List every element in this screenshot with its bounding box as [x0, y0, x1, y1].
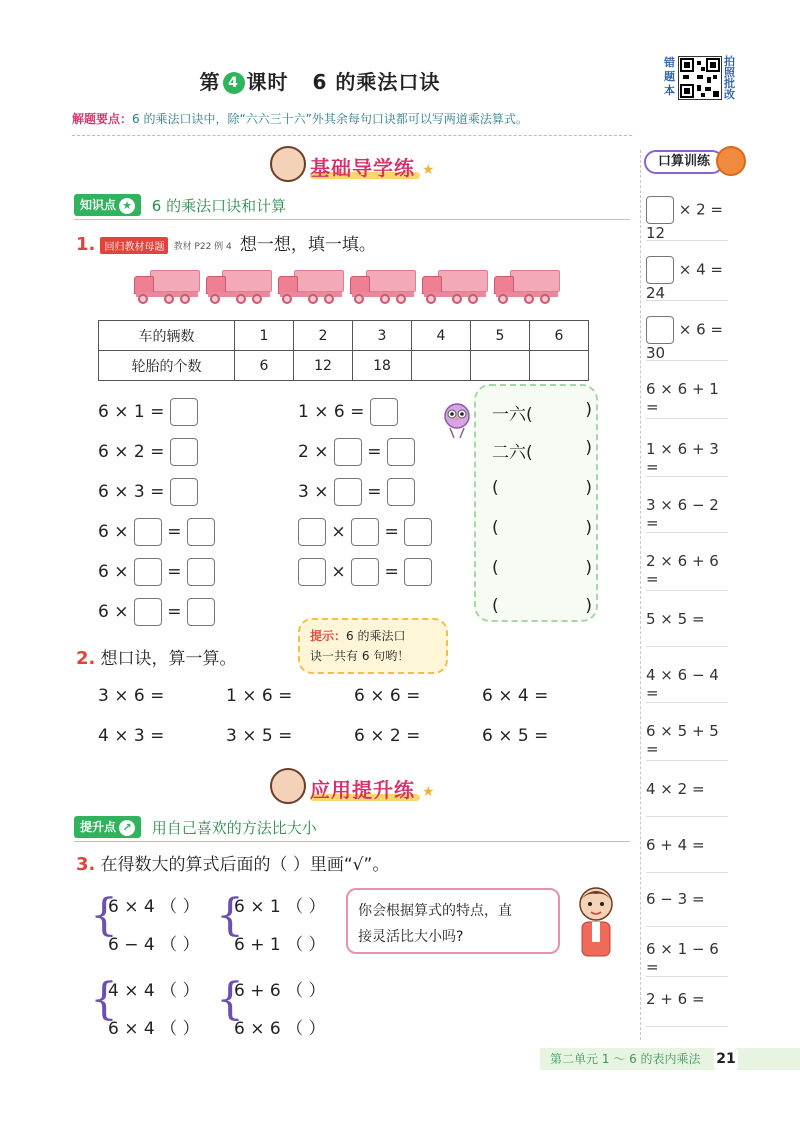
- calc-item[interactable]: 6 × 6 =: [354, 686, 421, 706]
- textbook-ref-tag: 回归教材母题: [100, 237, 168, 254]
- brace-icon: {: [90, 974, 118, 1025]
- sidebar-header: [644, 148, 734, 180]
- verse-line[interactable]: ( ): [492, 518, 592, 538]
- brace-icon: {: [216, 974, 244, 1025]
- table-cell: 6: [235, 351, 294, 381]
- sidebar-item[interactable]: × 4 = 24: [646, 256, 728, 302]
- question-text: 想口诀，算一算。: [100, 649, 237, 669]
- answer-box[interactable]: [387, 438, 415, 466]
- compare-item[interactable]: 4 × 4 （ ）: [108, 981, 200, 1001]
- title-prefix: 第: [199, 70, 221, 94]
- sidebar-item[interactable]: 6 × 5 + 5 =: [646, 722, 719, 758]
- equation-row: 1 × 6 =: [298, 398, 398, 426]
- calc-item[interactable]: 6 × 2 =: [354, 726, 421, 746]
- answer-box[interactable]: [370, 398, 398, 426]
- equation-row: × =: [298, 518, 432, 546]
- equation-row: × =: [298, 558, 432, 586]
- verse-line[interactable]: ( ): [492, 596, 592, 616]
- calc-item[interactable]: 3 × 6 =: [98, 686, 165, 706]
- table-cell: 1: [235, 321, 294, 351]
- title-main: 6 的乘法口诀: [312, 70, 441, 94]
- table-cell[interactable]: [412, 351, 471, 381]
- table-cell: 6: [530, 321, 589, 351]
- compare-item[interactable]: 6 × 1 （ ）: [234, 897, 326, 917]
- table-header-cell: 车的辆数: [99, 321, 235, 351]
- question-number: 3.: [76, 854, 96, 875]
- speech-bubble: 你会根据算式的特点，直 接灵活比大小吗?: [346, 888, 560, 954]
- equation-row: 6 × =: [98, 598, 215, 626]
- answer-box[interactable]: [351, 518, 379, 546]
- tip-label: 解题要点：: [72, 112, 133, 126]
- calc-item[interactable]: 4 × 3 =: [98, 726, 165, 746]
- question-number: 1.: [76, 234, 96, 255]
- equation-row: 6 × 2 =: [98, 438, 198, 466]
- question-text: 想一想，填一填。: [239, 235, 376, 255]
- flower-icon: [716, 146, 746, 176]
- compare-item[interactable]: 6 − 4 （ ）: [108, 935, 200, 955]
- brace-icon: {: [216, 890, 244, 941]
- table-cell[interactable]: [471, 351, 530, 381]
- answer-box[interactable]: [646, 256, 674, 284]
- table-header-cell: 轮胎的个数: [99, 351, 235, 381]
- equation-row: 6 × 1 =: [98, 398, 198, 426]
- table-row: [99, 321, 589, 351]
- answer-box[interactable]: [646, 196, 674, 224]
- truck-icon: [494, 268, 560, 304]
- table-cell: 4: [412, 321, 471, 351]
- sidebar-item[interactable]: 1 × 6 + 3 =: [646, 440, 719, 476]
- calc-item[interactable]: 6 × 5 =: [482, 726, 549, 746]
- calc-item[interactable]: 1 × 6 =: [226, 686, 293, 706]
- sidebar-item[interactable]: 6 × 1 − 6 =: [646, 940, 719, 976]
- question-1-header: [76, 230, 376, 255]
- truck-icon: [206, 268, 272, 304]
- multiplication-verse-panel: [474, 384, 598, 622]
- truck-icon: [350, 268, 416, 304]
- sidebar-item[interactable]: 2 × 6 + 6 =: [646, 552, 719, 588]
- wheel-count-table: [98, 320, 589, 381]
- star-icon: ★: [422, 162, 435, 178]
- answer-box[interactable]: [170, 398, 198, 426]
- compare-item[interactable]: 6 × 4 （ ）: [108, 1019, 200, 1039]
- answer-box[interactable]: [134, 558, 162, 586]
- qr-left-label: 错题本: [664, 56, 675, 97]
- sidebar-item[interactable]: 2 + 6 =: [646, 990, 705, 1008]
- qr-code-icon[interactable]: [678, 56, 722, 100]
- equation-row: 6 × =: [98, 558, 215, 586]
- table-cell: 12: [294, 351, 353, 381]
- hint-bubble: 提示：6 的乘法口 诀一共有 6 句哟！: [298, 618, 448, 674]
- knowledge-point-text: 6 的乘法口诀和计算: [151, 196, 287, 215]
- sidebar-title: 口算训练: [644, 150, 724, 174]
- knowledge-point: [74, 194, 630, 220]
- table-cell: 2: [294, 321, 353, 351]
- calc-item[interactable]: 6 × 4 =: [482, 686, 549, 706]
- answer-box[interactable]: [404, 558, 432, 586]
- improvement-point-text: 用自己喜欢的方法比大小: [151, 818, 317, 837]
- answer-box[interactable]: [170, 478, 198, 506]
- verse-line[interactable]: ( ): [492, 478, 592, 498]
- equation-row: 2 × =: [298, 438, 415, 466]
- star-icon: ★: [422, 784, 435, 800]
- sidebar-item[interactable]: 6 − 3 =: [646, 890, 705, 908]
- solving-tip: [72, 110, 632, 136]
- answer-box[interactable]: [404, 518, 432, 546]
- sidebar-item[interactable]: × 2 = 12: [646, 196, 728, 242]
- equation-row: 3 × =: [298, 478, 415, 506]
- section-basic-title: 基础导学练: [310, 156, 415, 180]
- footer-unit: 第二单元 1 ～ 6 的表内乘法: [550, 1052, 701, 1066]
- cartoon-kid-icon: [270, 146, 306, 182]
- truck-icon: [422, 268, 488, 304]
- answer-box[interactable]: [646, 316, 674, 344]
- table-row: [99, 351, 589, 381]
- improvement-point: [74, 816, 630, 842]
- sidebar-item[interactable]: × 6 = 30: [646, 316, 728, 362]
- answer-box[interactable]: [334, 478, 362, 506]
- equation-row: 6 × =: [98, 518, 215, 546]
- answer-box[interactable]: [187, 598, 215, 626]
- answer-box[interactable]: [134, 518, 162, 546]
- section-advanced-title: 应用提升练: [310, 778, 415, 802]
- answer-box[interactable]: [334, 438, 362, 466]
- answer-box[interactable]: [387, 478, 415, 506]
- knowledge-point-tag: 知识点 ★: [74, 194, 141, 216]
- calc-item[interactable]: 3 × 5 =: [226, 726, 293, 746]
- title-mid: 课时: [246, 70, 289, 94]
- arrow-up-icon: ↗: [119, 820, 135, 836]
- verse-line[interactable]: 二六( ): [492, 438, 592, 463]
- verse-line[interactable]: ( ): [492, 558, 592, 578]
- truck-icon: [278, 268, 344, 304]
- sidebar-item[interactable]: 6 × 6 + 1 =: [646, 380, 719, 416]
- sidebar-item[interactable]: 4 × 2 =: [646, 780, 705, 798]
- cartoon-kid-icon: [270, 768, 306, 804]
- page-title: [0, 66, 640, 95]
- compare-item[interactable]: 6 × 4 （ ）: [108, 897, 200, 917]
- section-advanced-header: [270, 768, 450, 804]
- answer-box[interactable]: [170, 438, 198, 466]
- answer-box[interactable]: [187, 558, 215, 586]
- star-icon: ★: [119, 198, 135, 214]
- answer-box[interactable]: [187, 518, 215, 546]
- verse-line[interactable]: 一六( ): [492, 400, 592, 425]
- table-cell: 3: [353, 321, 412, 351]
- compare-item[interactable]: 6 + 1 （ ）: [234, 935, 326, 955]
- sidebar-item[interactable]: 5 × 5 =: [646, 610, 705, 628]
- lesson-number-badge: 4: [223, 72, 245, 94]
- table-cell: 5: [471, 321, 530, 351]
- section-basic-header: [270, 146, 450, 182]
- question-3-header: [76, 850, 389, 875]
- table-cell[interactable]: [530, 351, 589, 381]
- textbook-ref-page: 教材 P22 例 4: [173, 242, 232, 252]
- question-number: 2.: [76, 648, 96, 669]
- table-cell[interactable]: 18: [353, 351, 412, 381]
- improvement-point-tag: 提升点 ↗: [74, 816, 141, 838]
- tip-text: 6 的乘法口诀中，除“六六三十六”外其余每句口诀都可以写两道乘法算式。: [132, 112, 528, 126]
- compare-item[interactable]: 6 × 6 （ ）: [234, 1019, 326, 1039]
- answer-box[interactable]: [351, 558, 379, 586]
- answer-box[interactable]: [298, 558, 326, 586]
- question-text: 在得数大的算式后面的（ ）里画“√”。: [100, 855, 390, 875]
- brace-icon: {: [90, 890, 118, 941]
- hint-label: 提示：: [310, 629, 347, 643]
- compare-item[interactable]: 6 + 6 （ ）: [234, 981, 326, 1001]
- sidebar-item[interactable]: 6 + 4 =: [646, 836, 705, 854]
- question-2-header: [76, 644, 236, 669]
- page-number: 21: [714, 1048, 738, 1070]
- answer-box[interactable]: [134, 598, 162, 626]
- qr-right-label: 拍照批改: [724, 55, 735, 101]
- answer-box[interactable]: [298, 518, 326, 546]
- truck-icon: [134, 268, 200, 304]
- owl-icon: [440, 400, 474, 440]
- equation-row: 6 × 3 =: [98, 478, 198, 506]
- sidebar-item[interactable]: 3 × 6 − 2 =: [646, 496, 719, 532]
- sidebar-item[interactable]: 4 × 6 − 4 =: [646, 666, 719, 702]
- teacher-character-icon: [570, 884, 622, 966]
